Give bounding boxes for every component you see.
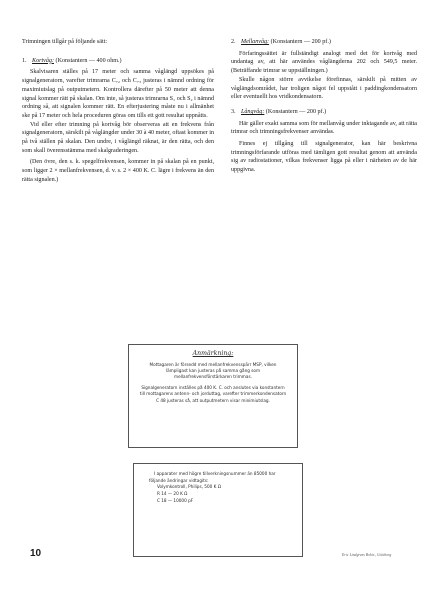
- paragraph: Skalvisaren ställes på 17 meter och samma våglängd uppsökes på signalgeneratorn, varefter trimrarna C₇₂ och C₇₃ justeras i nämnd ordning för maximiutslag på outputmetern. Kontrollera därefter på 50 meter att denna signal kommer rätt på skalan. Om inte, så justeras trimrarna S₁ och S₂ i nämnd ordning så, att signalen kommer rätt. En efterjustering måste nu i allmänhet ske på 17 meter och hela proceduren göras om tills ett gott resultat uppnåtts.: [22, 69, 214, 119]
- paragraph: Finnes ej tillgång till signalgenerator, kan här beskrivna trimningsförfarande utföras med tämligen gott resultat genom att använda sig av radiostationer, vilkas frekvenser ligga på eller i närheten av de här uppgivna.: [231, 141, 417, 174]
- changes-intro: I apparater med högre tillverkningsnummer än 85000 har följande ändringar vidtagits:: [149, 471, 276, 483]
- changes-item: C 18 — 10000 pF: [157, 497, 194, 503]
- changes-item: R 14 — 20 K Ω: [157, 491, 188, 497]
- section-heading-langvag: 3. Långvåg: (Konstantern — 200 pf.): [231, 108, 327, 115]
- left-column: [22, 38, 214, 185]
- printer-credit: Eric Lindgrens Bokir., Göteborg: [342, 553, 392, 557]
- paragraph: Förfaringssättet är fullständigt analogt med det för kortvåg med undantag av, att här användes våglängderna 202 och 549,5 meter. (Beträffande trimrar se uppställningen.): [231, 50, 417, 75]
- paragraph: Vid eller efter trimning på kortvåg bör observeras att en frekvens från signalgeneratorn, särskilt på våglängder under 30 à 40 meter, oftast kommer in på två ställen på skalan. Den undre, i våglängd räknat, är den rätta, och den som skall överensstämma med skalgraderingen.: [22, 121, 214, 154]
- intro-text: Trimningen tillgår på följande sätt:: [22, 39, 108, 45]
- changes-box: [133, 463, 303, 557]
- section-heading-mellanvag: 2. Mellanvåg: (Konstantern — 200 pf.): [231, 39, 331, 45]
- paragraph: (Den övre, den s. k. spegelfrekvensen, kommer in på skalan på en punkt, som ligger 2 × mellanfrekvensen, d. v. s. 2 × 400 K. C. lägre i frekvens än den rätta signalen.): [22, 159, 214, 183]
- changes-item: Volymkontroll, Philips, 500 K Ω: [157, 484, 221, 490]
- page-number: 10: [30, 548, 42, 559]
- paragraph: Här gäller exakt samma som för mellanvåg under inktagande av, att rätta trimrar och trimningsfrekvenser användas.: [231, 120, 417, 136]
- note-paragraph: Mottagaren är försedd med mellanfrekvensspärr MSP, vilken lämpligast kan justeras på samma gång som mellanfrekvensförstärkaren trimmas.: [149, 362, 277, 380]
- paragraph: Skulle någon större avvikelse förefinnas, särskilt på mitten av våglängdsområdet, har troligen något fel uppstått i paddingkondensatorn eller eventuellt hos vridkondensatorn.: [231, 76, 417, 101]
- note-title: Anmärkning:: [192, 350, 234, 357]
- note-box: [128, 344, 298, 448]
- note-paragraph: Signalgeneratorn inställes på 400 K. C. och anslutes via konstantern till mottagarens antenn- och jorduttag, varefter trimmerkondensatorn C 48 justeras så, att outputmetern visar minimiutslag.: [139, 385, 287, 403]
- right-column: [231, 38, 417, 175]
- section-heading-kortvag: 1. Kortvåg: (Konstantern — 400 ohm.): [22, 57, 122, 64]
